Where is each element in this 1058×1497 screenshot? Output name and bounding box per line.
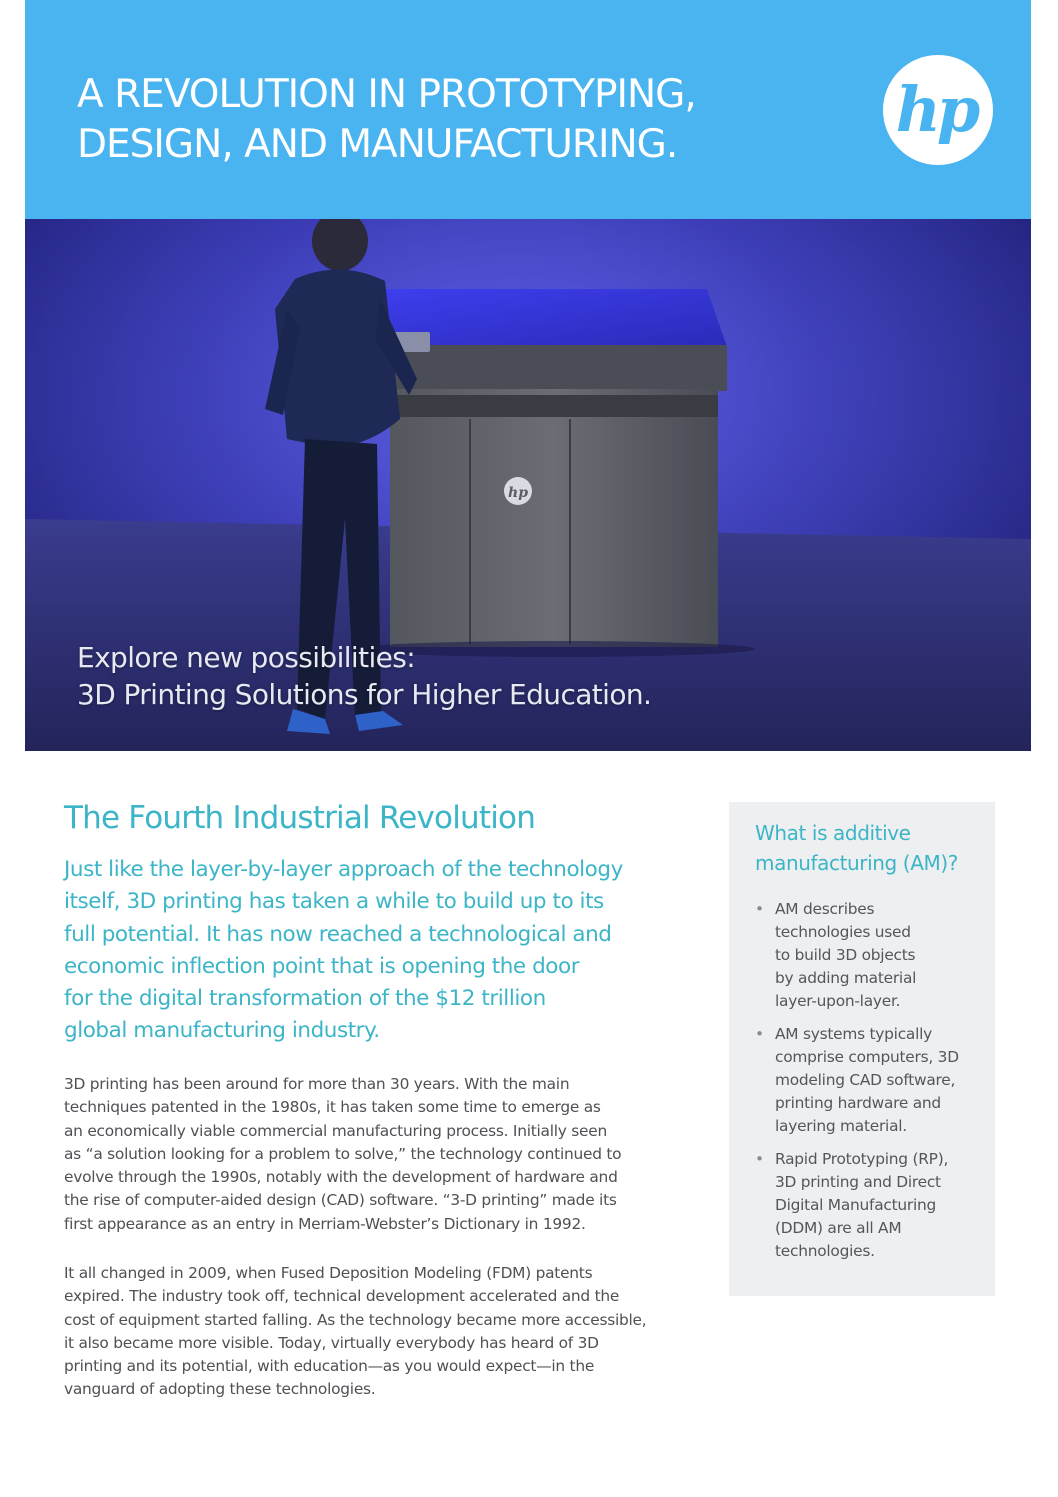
sidebar-item-line: AM systems typically <box>775 1025 932 1043</box>
body-line: vanguard of adopting these technologies. <box>64 1380 376 1399</box>
sidebar-title-line: manufacturing (AM)? <box>755 851 958 875</box>
hero-caption-line-1: Explore new possibilities: <box>77 641 416 674</box>
sidebar-item-line: (DDM) are all AM <box>775 1219 902 1237</box>
hero-photo <box>25 219 1031 751</box>
body-line: it also became more visible. Today, virtually everybody has heard of 3D <box>64 1333 599 1352</box>
body-paragraph-2 <box>64 1262 684 1402</box>
am-sidebar <box>729 802 995 1296</box>
page-title-line-2: DESIGN, AND MANUFACTURING. <box>77 122 678 167</box>
hp-logo-text: hp <box>895 73 977 146</box>
body-line: first appearance as an entry in Merriam-Webster’s Dictionary in 1992. <box>64 1214 586 1233</box>
hero-caption-line-2: 3D Printing Solutions for Higher Education. <box>77 678 652 711</box>
sidebar-title <box>755 818 958 878</box>
sidebar-item-line: comprise computers, 3D <box>775 1048 959 1066</box>
body-line: expired. The industry took off, technical development accelerated and the <box>64 1287 620 1306</box>
body-line: 3D printing has been around for more than 30 years. With the main <box>64 1075 570 1093</box>
body-line: evolve through the 1990s, notably with the development of hardware and <box>64 1168 618 1187</box>
body-line: printing and its potential, with education—as you would expect—in the <box>64 1357 595 1376</box>
header-banner <box>25 0 1031 219</box>
lead-line: itself, 3D printing has taken a while to build up to its <box>64 889 604 915</box>
sidebar-item-line: printing hardware and <box>775 1094 941 1112</box>
section-heading: The Fourth Industrial Revolution <box>64 800 536 836</box>
bullet-icon: • <box>755 1150 764 1168</box>
hero-caption <box>77 639 651 713</box>
sidebar-item-line: layering material. <box>775 1117 907 1135</box>
sidebar-item-line: modeling CAD software, <box>775 1071 956 1089</box>
sidebar-list-item <box>755 1023 991 1138</box>
page-title <box>77 70 696 170</box>
bullet-icon: • <box>755 1025 764 1043</box>
sidebar-item-line: technologies used <box>775 923 911 941</box>
printer-body <box>390 389 718 647</box>
sidebar-item-line: Rapid Prototyping (RP), <box>775 1150 949 1168</box>
sidebar-item-line: technologies. <box>775 1242 875 1260</box>
sidebar-list-item <box>755 1148 991 1263</box>
sidebar-item-line: layer-upon-layer. <box>775 992 901 1010</box>
sidebar-item-line: 3D printing and Direct <box>775 1173 941 1191</box>
sidebar-list <box>755 898 991 1273</box>
body-paragraph-1 <box>64 1073 684 1236</box>
sidebar-item-line: to build 3D objects <box>775 946 916 964</box>
printer-hp-badge-text: hp <box>508 485 528 501</box>
body-line: It all changed in 2009, when Fused Deposition Modeling (FDM) patents <box>64 1264 593 1282</box>
sidebar-list-item <box>755 898 991 1013</box>
lead-line: economic inflection point that is opening the door <box>64 953 580 979</box>
lead-line: global manufacturing industry. <box>64 1018 380 1044</box>
hp-logo <box>883 55 993 165</box>
bullet-icon: • <box>755 900 764 918</box>
sidebar-title-line: What is additive <box>755 821 911 845</box>
body-line: cost of equipment started falling. As the technology became more accessible, <box>64 1310 647 1329</box>
lead-line: full potential. It has now reached a technological and <box>64 921 612 947</box>
printer-shelf <box>390 395 718 417</box>
hp-logo-graphic <box>883 55 993 165</box>
sidebar-item-line: by adding material <box>775 969 917 987</box>
lead-line: Just like the layer-by-layer approach of the technology <box>64 857 623 882</box>
body-line: an economically viable commercial manufacturing process. Initially seen <box>64 1121 607 1140</box>
lead-paragraph <box>64 854 664 1048</box>
page-title-line-1: A REVOLUTION IN PROTOTYPING, <box>77 72 696 117</box>
body-line: techniques patented in the 1980s, it has taken some time to emerge as <box>64 1098 601 1117</box>
body-line: the rise of computer-aided design (CAD) software. “3-D printing” made its <box>64 1191 617 1210</box>
sidebar-item-line: Digital Manufacturing <box>775 1196 937 1214</box>
sidebar-item-line: AM describes <box>775 900 875 918</box>
body-line: as “a solution looking for a problem to solve,” the technology continued to <box>64 1144 622 1163</box>
lead-line: for the digital transformation of the $12 trillion <box>64 986 546 1012</box>
